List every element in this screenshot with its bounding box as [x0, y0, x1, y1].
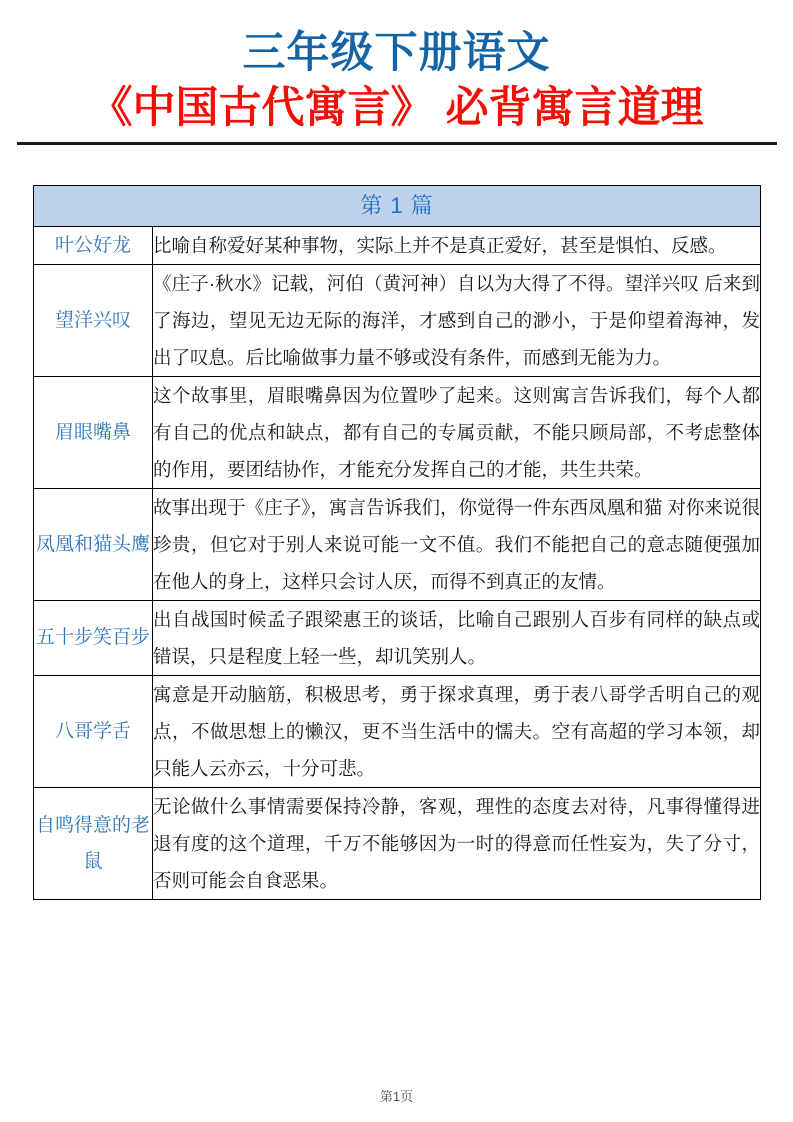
- table-row: [34, 489, 761, 601]
- table-body: [34, 227, 761, 900]
- section-title-cell: 第 1 篇: [34, 186, 761, 227]
- table-row: [34, 788, 761, 900]
- table-row: [34, 377, 761, 489]
- fable-moral-cell: 《庄子·秋水》记载，河伯（黄河神）自以为大得了不得。望洋兴叹 后来到了海边，望见无边无际的海洋，才感到自己的渺小，于是仰望着海神，发出了叹息。后比喻做事力量不够或没有条件，而感到无能为力。: [153, 265, 761, 377]
- fable-moral-cell: 这个故事里，眉眼嘴鼻因为位置吵了起来。这则寓言告诉我们，每个人都有自己的优点和缺点，都有自己的专属贡献，不能只顾局部，不考虑整体的作用，要团结协作，才能充分发挥自己的才能，共生共荣。: [153, 377, 761, 489]
- title-divider: [17, 142, 777, 145]
- fable-name-cell: 凤凰和猫头鹰: [34, 489, 153, 601]
- table-row: [34, 676, 761, 788]
- table-header-row: [34, 186, 761, 227]
- page-title-secondary: 《中国古代寓言》 必背寓言道理: [89, 83, 704, 132]
- document-header: [0, 0, 793, 145]
- fable-moral-cell: 出自战国时候孟子跟梁惠王的谈话，比喻自己跟别人百步有同样的缺点或错误，只是程度上轻一些，却讥笑别人。: [153, 601, 761, 676]
- fable-name-cell: 眉眼嘴鼻: [34, 377, 153, 489]
- table-header: [34, 186, 761, 227]
- page-number: 第1页: [379, 1089, 414, 1104]
- table-row: [34, 601, 761, 676]
- fable-table: [33, 185, 761, 900]
- table-row: [34, 265, 761, 377]
- fable-moral-cell: 无论做什么事情需要保持冷静，客观，理性的态度去对待，凡事得懂得进退有度的这个道理，千万不能够因为一时的得意而任性妄为，失了分寸，否则可能会自食恶果。: [153, 788, 761, 900]
- fable-name-cell: 八哥学舌: [34, 676, 153, 788]
- fable-table-container: [33, 185, 760, 900]
- fable-moral-cell: 故事出现于《庄子》，寓言告诉我们，你觉得一件东西凤凰和猫 对你来说很珍贵，但它对于别人来说可能一文不值。我们不能把自己的意志随便强加在他人的身上，这样只会讨人厌，而得不到真正的友情。: [153, 489, 761, 601]
- fable-name-cell: 叶公好龙: [34, 227, 153, 265]
- fable-name-cell: 自鸣得意的老鼠: [34, 788, 153, 900]
- fable-moral-cell: 比喻自称爱好某种事物，实际上并不是真正爱好，甚至是惧怕、反感。: [153, 227, 761, 265]
- fable-name-cell: 望洋兴叹: [34, 265, 153, 377]
- fable-name-cell: 五十步笑百步: [34, 601, 153, 676]
- fable-moral-cell: 寓意是开动脑筋，积极思考，勇于探求真理，勇于表八哥学舌明自己的观点，不做思想上的懒汉，更不当生活中的懦夫。空有高超的学习本领，却只能人云亦云，十分可悲。: [153, 676, 761, 788]
- table-row: [34, 227, 761, 265]
- page-title-primary: 三年级下册语文: [242, 29, 551, 77]
